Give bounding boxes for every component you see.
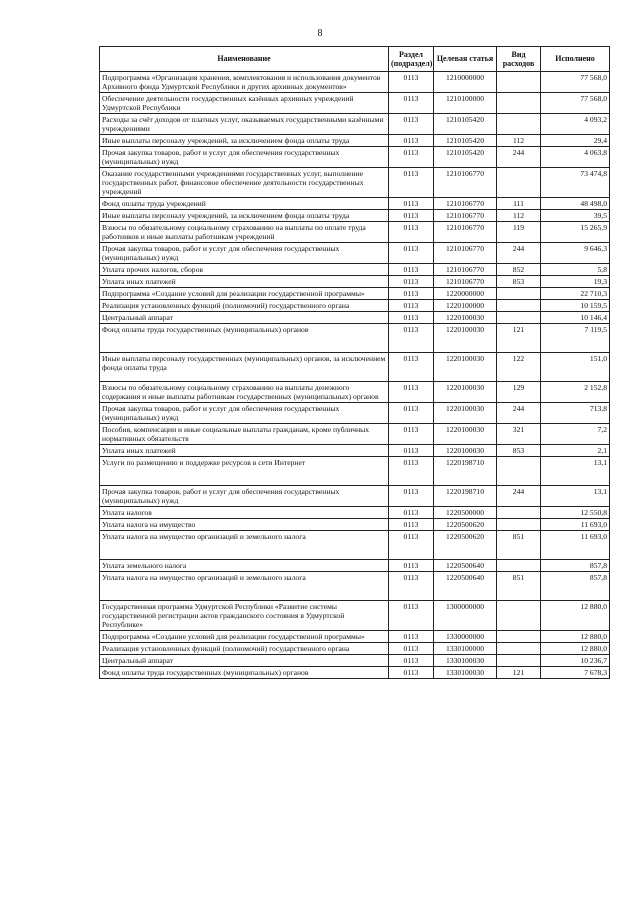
row-name-cell: Прочая закупка товаров, работ и услуг для обеспечения государственных (муниципальных) нужд (100, 147, 389, 168)
row-section-cell: 0113 (389, 198, 434, 210)
row-done-cell: 73 474,8 (541, 168, 610, 198)
table-row (100, 382, 610, 403)
row-done-cell: 11 693,0 (541, 519, 610, 531)
row-done-cell: 857,8 (541, 572, 610, 601)
row-section-cell: 0113 (389, 601, 434, 631)
row-section-cell: 0113 (389, 560, 434, 572)
row-section-cell: 0113 (389, 572, 434, 601)
row-section-cell: 0113 (389, 114, 434, 135)
table-row (100, 210, 610, 222)
row-target-cell: 1220500640 (434, 572, 497, 601)
table-row (100, 445, 610, 457)
row-done-cell: 77 568,0 (541, 72, 610, 93)
table-header-row (100, 47, 610, 72)
row-target-cell: 1220100030 (434, 324, 497, 353)
row-section-cell: 0113 (389, 222, 434, 243)
row-name-cell: Фонд оплаты труда учреждений (100, 198, 389, 210)
row-kind-cell (497, 72, 541, 93)
row-target-cell: 1210106770 (434, 276, 497, 288)
row-kind-cell: 851 (497, 531, 541, 560)
table-row (100, 276, 610, 288)
row-section-cell: 0113 (389, 312, 434, 324)
row-done-cell: 7 678,3 (541, 667, 610, 679)
row-done-cell: 12 880,0 (541, 643, 610, 655)
row-done-cell: 22 710,3 (541, 288, 610, 300)
row-kind-cell: 851 (497, 572, 541, 601)
row-name-cell: Подпрограмма «Создание условий для реализации государственной программы» (100, 631, 389, 643)
row-done-cell: 713,8 (541, 403, 610, 424)
row-section-cell: 0113 (389, 264, 434, 276)
table-row (100, 457, 610, 486)
row-kind-cell: 853 (497, 445, 541, 457)
row-name-cell: Подпрограмма «Создание условий для реализации государственной программы» (100, 288, 389, 300)
row-done-cell: 39,5 (541, 210, 610, 222)
table-row (100, 519, 610, 531)
row-kind-cell: 121 (497, 667, 541, 679)
row-kind-cell (497, 114, 541, 135)
row-name-cell: Уплата земельного налога (100, 560, 389, 572)
row-name-cell: Уплата иных платежей (100, 276, 389, 288)
row-kind-cell: 244 (497, 486, 541, 507)
row-kind-cell (497, 93, 541, 114)
row-name-cell: Прочая закупка товаров, работ и услуг для обеспечения государственных (муниципальных) нужд (100, 486, 389, 507)
row-done-cell: 29,4 (541, 135, 610, 147)
row-name-cell: Услуги по размещению и поддержке ресурсов в сети Интернет (100, 457, 389, 486)
row-target-cell: 1210100000 (434, 93, 497, 114)
row-kind-cell: 852 (497, 264, 541, 276)
table-row (100, 486, 610, 507)
row-target-cell: 1220100030 (434, 424, 497, 445)
row-kind-cell (497, 300, 541, 312)
row-kind-cell: 244 (497, 147, 541, 168)
row-target-cell: 1220100030 (434, 403, 497, 424)
row-target-cell: 1220198710 (434, 457, 497, 486)
row-kind-cell (497, 507, 541, 519)
row-done-cell: 2 152,8 (541, 382, 610, 403)
row-section-cell: 0113 (389, 243, 434, 264)
row-target-cell: 1220198710 (434, 486, 497, 507)
table-row (100, 324, 610, 353)
row-kind-cell (497, 288, 541, 300)
row-target-cell: 1210105420 (434, 135, 497, 147)
row-kind-cell: 112 (497, 135, 541, 147)
row-name-cell: Фонд оплаты труда государственных (муниципальных) органов (100, 324, 389, 353)
row-target-cell: 1210106770 (434, 198, 497, 210)
row-done-cell: 12 550,8 (541, 507, 610, 519)
row-name-cell: Прочая закупка товаров, работ и услуг для обеспечения государственных (муниципальных) нужд (100, 243, 389, 264)
table-row (100, 403, 610, 424)
table-row (100, 560, 610, 572)
row-done-cell: 151,0 (541, 353, 610, 382)
row-section-cell: 0113 (389, 324, 434, 353)
row-section-cell: 0113 (389, 135, 434, 147)
row-section-cell: 0113 (389, 424, 434, 445)
table-row (100, 114, 610, 135)
row-kind-cell: 321 (497, 424, 541, 445)
row-kind-cell (497, 312, 541, 324)
row-target-cell: 1330000000 (434, 631, 497, 643)
table-row (100, 643, 610, 655)
row-name-cell: Подпрограмма «Организация хранения, комплектования и использования документов Архивного фонда Удмуртской Республики и других архивных документов» (100, 72, 389, 93)
table-row (100, 507, 610, 519)
row-name-cell: Уплата налогов (100, 507, 389, 519)
row-name-cell: Государственная программа Удмуртской Республики «Развитие системы государственной регистрации актов гражданского состояния в Удмуртской Республике» (100, 601, 389, 631)
row-name-cell: Расходы за счёт доходов от платных услуг, оказываемых государственными казёнными учреждениями (100, 114, 389, 135)
row-target-cell: 1210106770 (434, 210, 497, 222)
row-name-cell: Обеспечение деятельности государственных казённых архивных учреждений Удмуртской Республики (100, 93, 389, 114)
header-kind: Вид расходов (497, 47, 541, 72)
row-kind-cell: 121 (497, 324, 541, 353)
row-kind-cell: 112 (497, 210, 541, 222)
row-target-cell: 1210106770 (434, 243, 497, 264)
table-row (100, 424, 610, 445)
row-target-cell: 1220100030 (434, 382, 497, 403)
table-row (100, 655, 610, 667)
table-row (100, 264, 610, 276)
row-section-cell: 0113 (389, 667, 434, 679)
row-kind-cell: 244 (497, 403, 541, 424)
row-name-cell: Уплата налога на имущество (100, 519, 389, 531)
table-row (100, 135, 610, 147)
row-section-cell: 0113 (389, 655, 434, 667)
row-target-cell: 1220500640 (434, 560, 497, 572)
header-section: Раздел (подраздел) (389, 47, 434, 72)
table-row (100, 198, 610, 210)
table-row (100, 312, 610, 324)
row-section-cell: 0113 (389, 382, 434, 403)
row-target-cell: 1330100030 (434, 655, 497, 667)
table-row (100, 243, 610, 264)
row-name-cell: Взносы по обязательному социальному страхованию на выплаты по оплате труда работников и иные выплаты работникам учреждений (100, 222, 389, 243)
row-name-cell: Реализация установленных функций (полномочий) государственного органа (100, 300, 389, 312)
row-done-cell: 13,1 (541, 486, 610, 507)
row-target-cell: 1300000000 (434, 601, 497, 631)
row-section-cell: 0113 (389, 276, 434, 288)
row-section-cell: 0113 (389, 519, 434, 531)
row-kind-cell (497, 655, 541, 667)
row-section-cell: 0113 (389, 210, 434, 222)
row-kind-cell: 119 (497, 222, 541, 243)
row-kind-cell (497, 601, 541, 631)
table-row (100, 147, 610, 168)
row-target-cell: 1210105420 (434, 114, 497, 135)
row-done-cell: 13,1 (541, 457, 610, 486)
row-name-cell: Взносы по обязательному социальному страхованию на выплаты денежного содержания и иные выплаты работникам государственных (муниципальных) органов (100, 382, 389, 403)
row-target-cell: 1330100030 (434, 667, 497, 679)
row-section-cell: 0113 (389, 631, 434, 643)
row-done-cell: 9 646,3 (541, 243, 610, 264)
row-target-cell: 1210105420 (434, 147, 497, 168)
row-section-cell: 0113 (389, 72, 434, 93)
row-target-cell: 1220000000 (434, 288, 497, 300)
row-kind-cell: 853 (497, 276, 541, 288)
table-row (100, 93, 610, 114)
row-name-cell: Уплата иных платежей (100, 445, 389, 457)
row-target-cell: 1220100030 (434, 312, 497, 324)
row-kind-cell (497, 519, 541, 531)
row-name-cell: Уплата налога на имущество организаций и земельного налога (100, 572, 389, 601)
row-kind-cell: 129 (497, 382, 541, 403)
row-name-cell: Реализация установленных функций (полномочий) государственного органа (100, 643, 389, 655)
row-section-cell: 0113 (389, 300, 434, 312)
row-done-cell: 5,8 (541, 264, 610, 276)
row-done-cell: 4 063,8 (541, 147, 610, 168)
row-target-cell: 1330100000 (434, 643, 497, 655)
table-row (100, 288, 610, 300)
row-done-cell: 77 568,0 (541, 93, 610, 114)
row-name-cell: Иные выплаты персоналу учреждений, за исключением фонда оплаты труда (100, 135, 389, 147)
table-body (100, 72, 610, 679)
row-section-cell: 0113 (389, 457, 434, 486)
table-row (100, 222, 610, 243)
row-kind-cell: 244 (497, 243, 541, 264)
row-done-cell: 10 159,5 (541, 300, 610, 312)
table-row (100, 353, 610, 382)
row-section-cell: 0113 (389, 403, 434, 424)
row-done-cell: 857,8 (541, 560, 610, 572)
row-target-cell: 1220500000 (434, 507, 497, 519)
header-done: Исполнено (541, 47, 610, 72)
row-target-cell: 1210106770 (434, 168, 497, 198)
header-name: Наименование (100, 47, 389, 72)
table-row (100, 531, 610, 560)
row-done-cell: 4 093,2 (541, 114, 610, 135)
row-target-cell: 1220100000 (434, 300, 497, 312)
row-section-cell: 0113 (389, 643, 434, 655)
row-done-cell: 2,1 (541, 445, 610, 457)
row-section-cell: 0113 (389, 168, 434, 198)
row-kind-cell (497, 457, 541, 486)
row-section-cell: 0113 (389, 147, 434, 168)
row-done-cell: 7,2 (541, 424, 610, 445)
table-row (100, 601, 610, 631)
table-row (100, 72, 610, 93)
row-section-cell: 0113 (389, 445, 434, 457)
row-kind-cell: 111 (497, 198, 541, 210)
row-kind-cell: 122 (497, 353, 541, 382)
table-row (100, 300, 610, 312)
row-name-cell: Фонд оплаты труда государственных (муниципальных) органов (100, 667, 389, 679)
row-kind-cell (497, 631, 541, 643)
row-done-cell: 12 880,0 (541, 631, 610, 643)
table-row (100, 572, 610, 601)
row-done-cell: 10 146,4 (541, 312, 610, 324)
row-done-cell: 11 693,0 (541, 531, 610, 560)
row-name-cell: Уплата налога на имущество организаций и земельного налога (100, 531, 389, 560)
row-kind-cell (497, 643, 541, 655)
row-section-cell: 0113 (389, 531, 434, 560)
row-name-cell: Центральный аппарат (100, 655, 389, 667)
row-target-cell: 1220500620 (434, 519, 497, 531)
table-row (100, 631, 610, 643)
page-number: 8 (317, 28, 323, 39)
row-target-cell: 1220100030 (434, 353, 497, 382)
row-section-cell: 0113 (389, 486, 434, 507)
row-name-cell: Уплата прочих налогов, сборов (100, 264, 389, 276)
row-done-cell: 48 498,0 (541, 198, 610, 210)
row-target-cell: 1210106770 (434, 264, 497, 276)
row-done-cell: 12 880,0 (541, 601, 610, 631)
row-name-cell: Прочая закупка товаров, работ и услуг для обеспечения государственных (муниципальных) нужд (100, 403, 389, 424)
header-target: Целевая статья (434, 47, 497, 72)
row-done-cell: 7 119,5 (541, 324, 610, 353)
table-row (100, 667, 610, 679)
budget-execution-table (99, 46, 610, 679)
row-done-cell: 15 265,9 (541, 222, 610, 243)
row-done-cell: 10 236,7 (541, 655, 610, 667)
row-section-cell: 0113 (389, 353, 434, 382)
row-kind-cell (497, 168, 541, 198)
row-done-cell: 19,3 (541, 276, 610, 288)
row-name-cell: Центральный аппарат (100, 312, 389, 324)
row-name-cell: Иные выплаты персоналу учреждений, за исключением фонда оплаты труда (100, 210, 389, 222)
row-target-cell: 1220100030 (434, 445, 497, 457)
row-name-cell: Иные выплаты персоналу государственных (муниципальных) органов, за исключением фонда оплаты труда (100, 353, 389, 382)
table-row (100, 168, 610, 198)
row-target-cell: 1210106770 (434, 222, 497, 243)
row-name-cell: Оказание государственными учреждениями государственных услуг, выполнение государственных работ, финансовое обеспечение деятельности государственных учреждений (100, 168, 389, 198)
row-section-cell: 0113 (389, 507, 434, 519)
row-section-cell: 0113 (389, 93, 434, 114)
row-target-cell: 1210000000 (434, 72, 497, 93)
row-section-cell: 0113 (389, 288, 434, 300)
row-target-cell: 1220500620 (434, 531, 497, 560)
row-kind-cell (497, 560, 541, 572)
row-name-cell: Пособия, компенсации и иные социальные выплаты гражданам, кроме публичных нормативных обязательств (100, 424, 389, 445)
